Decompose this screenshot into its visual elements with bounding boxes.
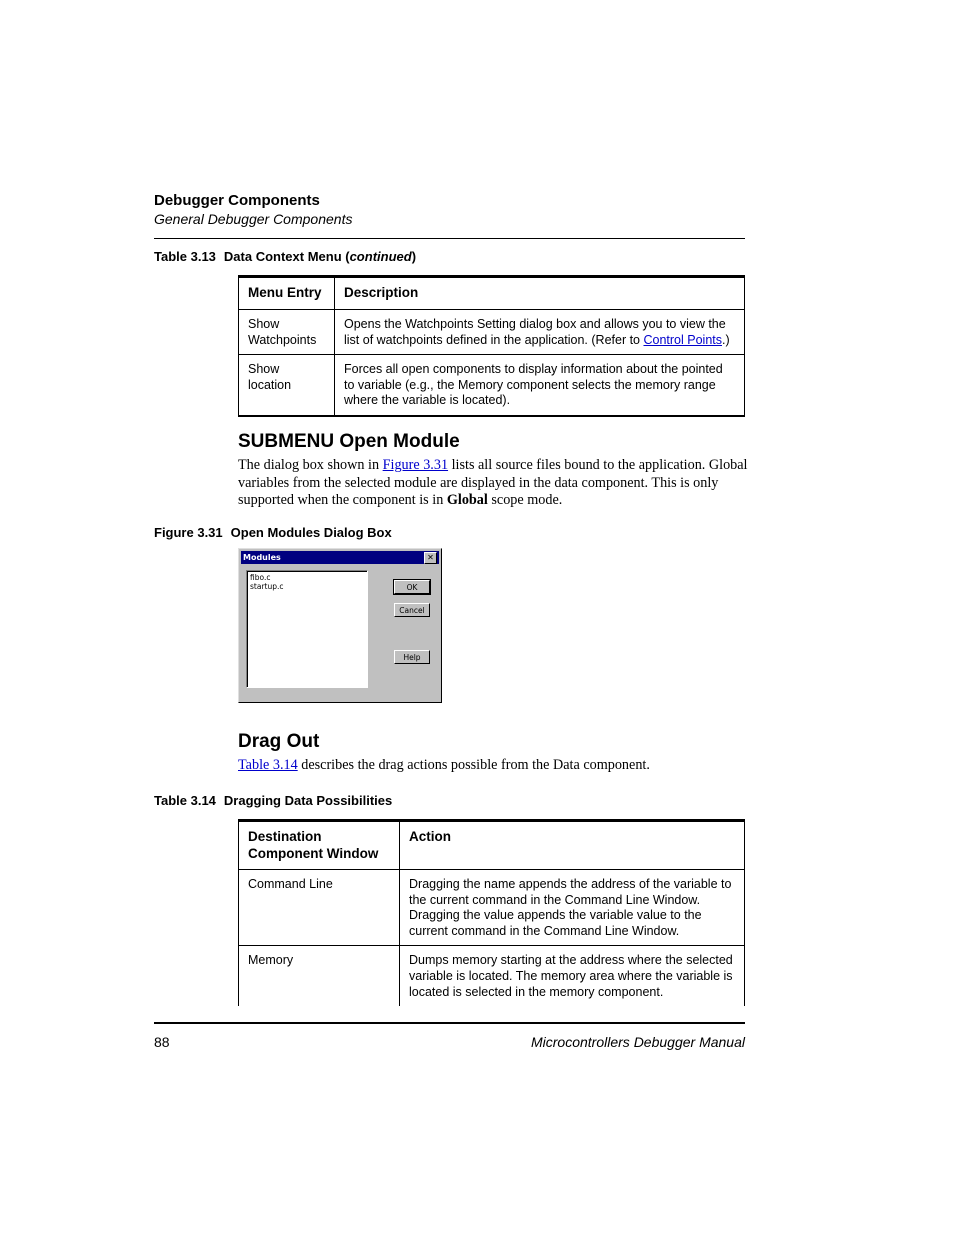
- table-row: [239, 355, 745, 416]
- column-header-destination: Destination Component Window: [239, 821, 400, 870]
- action-cell: Dragging the name appends the address of the variable to the current command in the Command Line Window. Dragging the value appends the variable value to the current command in the Command Line Window.: [400, 870, 745, 946]
- page-number: 88: [154, 1034, 170, 1050]
- table-caption-italic: continued: [349, 249, 412, 264]
- menu-entry-cell: Show location: [239, 355, 335, 416]
- table-row: [239, 946, 745, 1006]
- table-3-13-caption: [154, 249, 416, 264]
- list-item[interactable]: fibo.c: [250, 573, 271, 582]
- figure-caption-text: Open Modules Dialog Box: [230, 525, 392, 540]
- close-icon[interactable]: ✕: [424, 552, 437, 564]
- description-text: Opens the Watchpoints Setting dialog box and allows you to view the list of watchpoints defined in the application. (Refer to: [344, 317, 726, 347]
- figure-3-31-link[interactable]: Figure 3.31: [382, 457, 449, 473]
- manual-title: Microcontrollers Debugger Manual: [531, 1034, 745, 1050]
- description-cell: Forces all open components to display information about the pointed to variable (e.g., the Memory component selects the memory range where the variable is located).: [335, 355, 745, 416]
- column-header-menu-entry: Menu Entry: [239, 277, 335, 310]
- footer-rule: [154, 1022, 745, 1024]
- figure-caption-number: Figure 3.31: [154, 525, 223, 540]
- table-caption-number: Table 3.14: [154, 793, 216, 808]
- header-rule: [154, 238, 745, 239]
- menu-entry-cell: Show Watchpoints: [239, 310, 335, 355]
- submenu-paragraph: [238, 457, 748, 510]
- paragraph-text-mid: lists all source files bound to the application. Global variables from the selected module are displayed in the data component. This is only supported when the component is in: [238, 457, 748, 509]
- table-3-14-link[interactable]: Table 3.14: [238, 757, 298, 773]
- paragraph-text: describes the drag actions possible from the Data component.: [297, 757, 650, 773]
- table-3-14-caption: [154, 793, 392, 808]
- description-cell: [335, 310, 745, 355]
- submenu-open-module-heading: SUBMENU Open Module: [238, 431, 460, 452]
- running-header-title: Debugger Components: [154, 192, 320, 209]
- module-list[interactable]: [246, 570, 368, 688]
- figure-3-31-caption: [154, 525, 392, 540]
- table-header-row: [239, 821, 745, 870]
- destination-cell: Memory: [239, 946, 400, 1006]
- table-caption-text: Data Context Menu (: [223, 249, 350, 264]
- action-cell: Dumps memory starting at the address where the selected variable is located. The memory area where the variable is located is selected in the memory component.: [400, 946, 745, 1006]
- destination-cell: Command Line: [239, 870, 400, 946]
- table-row: [239, 870, 745, 946]
- help-button[interactable]: Help: [394, 650, 430, 664]
- dialog-title-bar: [241, 551, 439, 564]
- table-caption-text: Dragging Data Possibilities: [223, 793, 393, 808]
- paragraph-bold: Global: [446, 492, 488, 509]
- modules-dialog: [238, 548, 442, 703]
- table-caption-number: Table 3.13: [154, 249, 216, 264]
- drag-out-heading: Drag Out: [238, 731, 320, 752]
- paragraph-text-end: scope mode.: [487, 492, 563, 509]
- ok-button[interactable]: OK: [394, 580, 430, 594]
- running-header-subtitle: General Debugger Components: [154, 211, 353, 227]
- list-item[interactable]: startup.c: [250, 582, 284, 591]
- table-header-row: [239, 277, 745, 310]
- drag-out-paragraph: [238, 757, 748, 775]
- data-context-menu-table: [238, 275, 745, 417]
- paragraph-text: The dialog box shown in: [238, 457, 383, 473]
- dialog-title: Modules: [243, 553, 281, 562]
- control-points-link[interactable]: Control Points: [643, 332, 722, 347]
- table-row: [239, 310, 745, 355]
- column-header-action: Action: [400, 821, 745, 870]
- dragging-data-table: [238, 819, 745, 1006]
- cancel-button[interactable]: Cancel: [394, 603, 430, 617]
- description-text-end: .): [722, 332, 730, 347]
- column-header-description: Description: [335, 277, 745, 310]
- table-caption-end: ): [411, 249, 417, 264]
